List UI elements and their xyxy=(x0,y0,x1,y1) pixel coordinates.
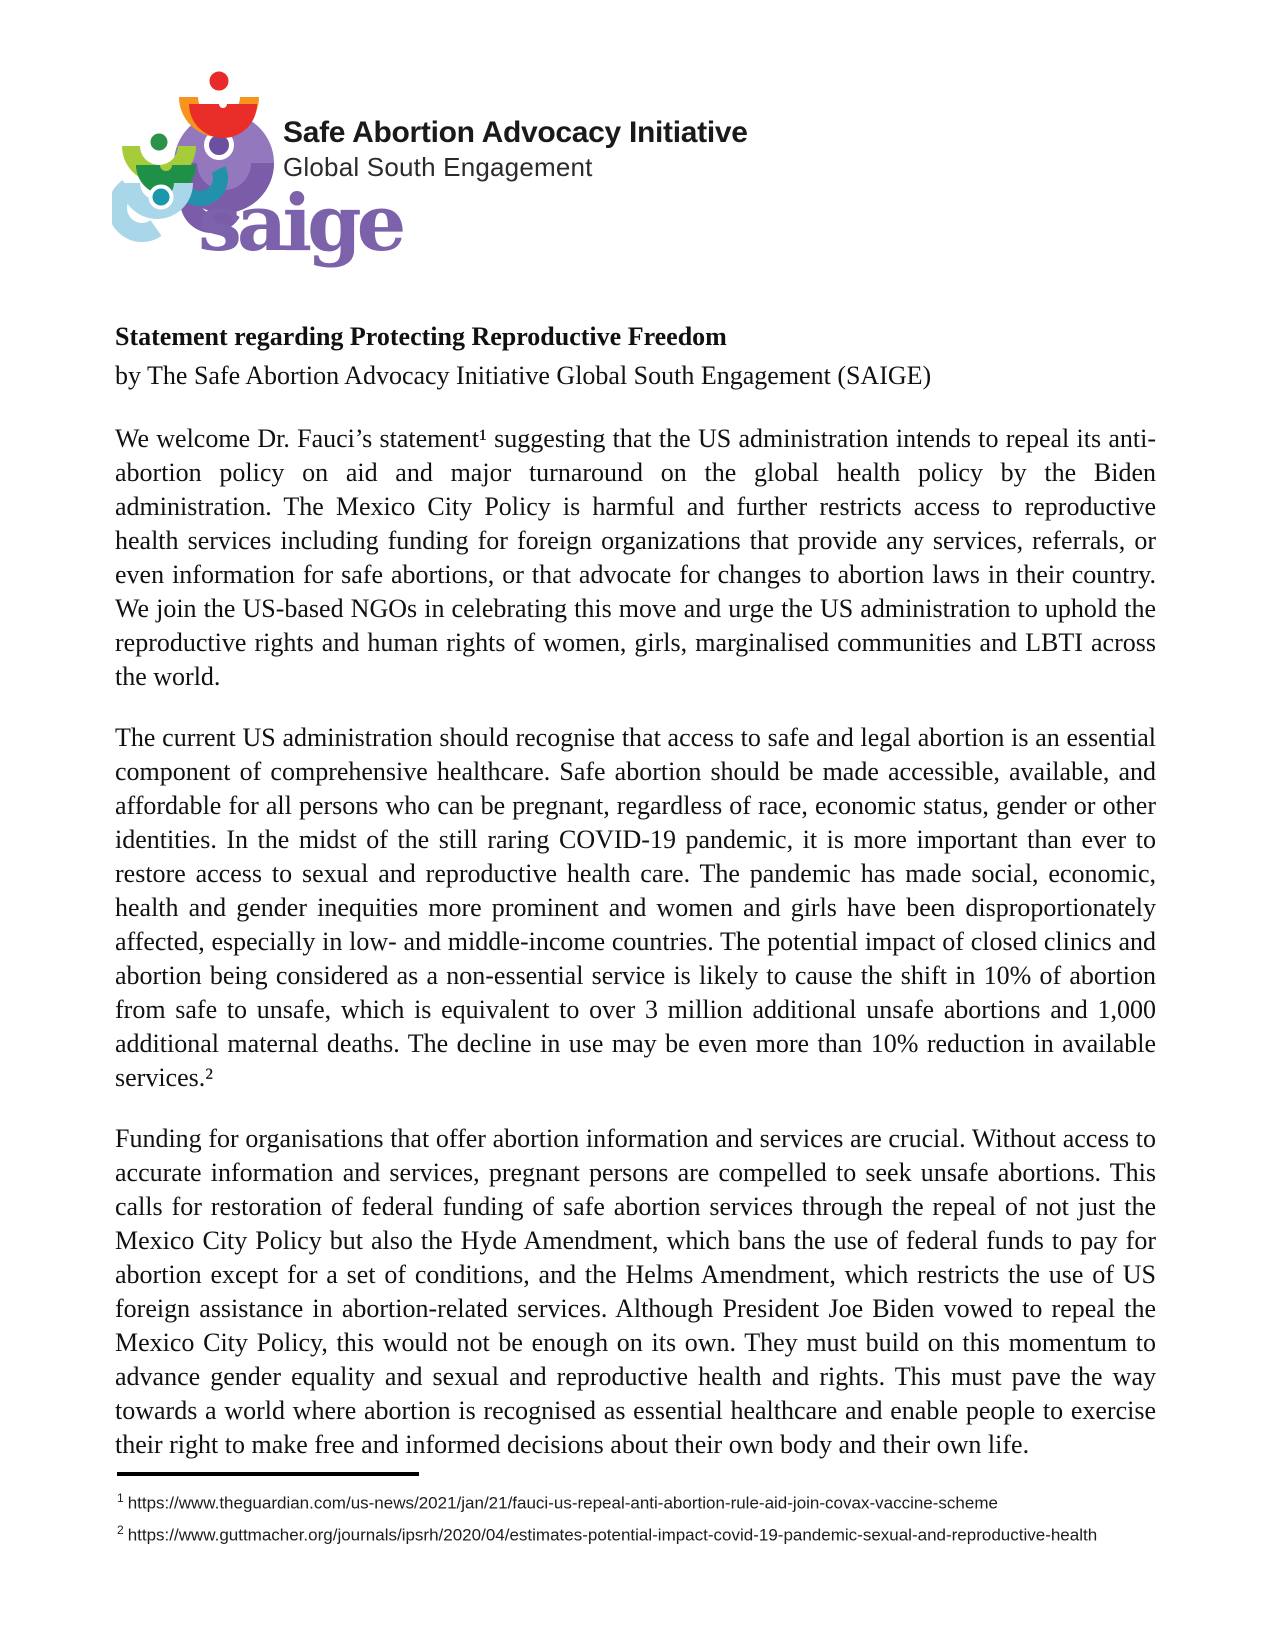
blue-figure-icon xyxy=(112,180,193,255)
footnote-2-url: https://www.guttmacher.org/journals/ipsrh/2020/04/estimates-potential-impact-covid-19-pandemic-sexual-and-reproductive-health xyxy=(127,1525,1098,1545)
brand-subtitle: Global South Engagement xyxy=(283,152,593,182)
page-title: Statement regarding Protecting Reproductive Freedom xyxy=(115,322,727,351)
byline: by The Safe Abortion Advocacy Initiative Global South Engagement (SAIGE) xyxy=(115,361,932,390)
footnote-2-marker: 2 xyxy=(117,1522,124,1537)
brand-title: Safe Abortion Advocacy Initiative xyxy=(283,116,748,149)
saige-wordmark: saige xyxy=(198,178,402,269)
footnote-1 xyxy=(117,1485,1217,1517)
document-body xyxy=(115,320,1156,1462)
footnote-separator xyxy=(117,1472,419,1476)
footnote-1-marker: 1 xyxy=(117,1491,124,1505)
footnote-2 xyxy=(117,1517,1217,1549)
footnote-1-url: https://www.theguardian.com/us-news/2021/jan/21/fauci-us-repeal-anti-abortion-rule-aid-join-covax-vaccine-scheme xyxy=(127,1493,998,1513)
footnotes-section xyxy=(117,1472,1217,1548)
paragraph-3: Funding for organisations that offer abortion information and services are crucial. Without access to accurate information and services, pregnant persons are compelled to seek unsafe abortions. This calls for restoration of federal funding of safe abortion services through the repeal of not just the Mexico City Policy but also the Hyde Amendment, which bans the use of federal funds to pay for abortion except for a set of conditions, and the Helms Amendment, which restricts the use of US foreign assistance in abortion-related services. Although President Joe Biden vowed to repeal the Mexico City Policy, this would not be enough on its own. They must build on this momentum to advance gender equality and sexual and reproductive health and rights. This must pave the way towards a world where abortion is recognised as essential healthcare and enable people to exercise their right to make free and informed decisions about their own body and their own life. xyxy=(115,1124,1156,1459)
paragraph-2: The current US administration should recognise that access to safe and legal abortion is an essential component of comprehensive healthcare. Safe abortion should be made accessible, available, and affordable for all persons who can be pregnant, regardless of race, economic status, gender or other identities. In the midst of the still raring COVID-19 pandemic, it is more important than ever to restore access to sexual and reproductive health care. The pandemic has made social, economic, health and gender inequities more prominent and women and girls have been disproportionately affected, especially in low- and middle-income countries. The potential impact of closed clinics and abortion being considered as a non-essential service is likely to cause the shift in 10% of abortion from safe to unsafe, which is equivalent to over 3 million additional unsafe abortions and 1,000 additional maternal deaths. The decline in use may be even more than 10% reduction in available services.² xyxy=(115,723,1156,1092)
paragraph-1: We welcome Dr. Fauci’s statement¹ suggesting that the US administration intends to repeal its anti-abortion policy on aid and major turnaround on the global health policy by the Biden administration. The Mexico City Policy is harmful and further restricts access to reproductive health services including funding for foreign organizations that provide any services, referrals, or even information for safe abortions, or that advocate for changes to abortion laws in their country. We join the US-based NGOs in celebrating this move and urge the US administration to uphold the reproductive rights and human rights of women, girls, marginalised communities and LBTI across the world. xyxy=(115,424,1156,691)
brand-text-block xyxy=(283,116,748,182)
